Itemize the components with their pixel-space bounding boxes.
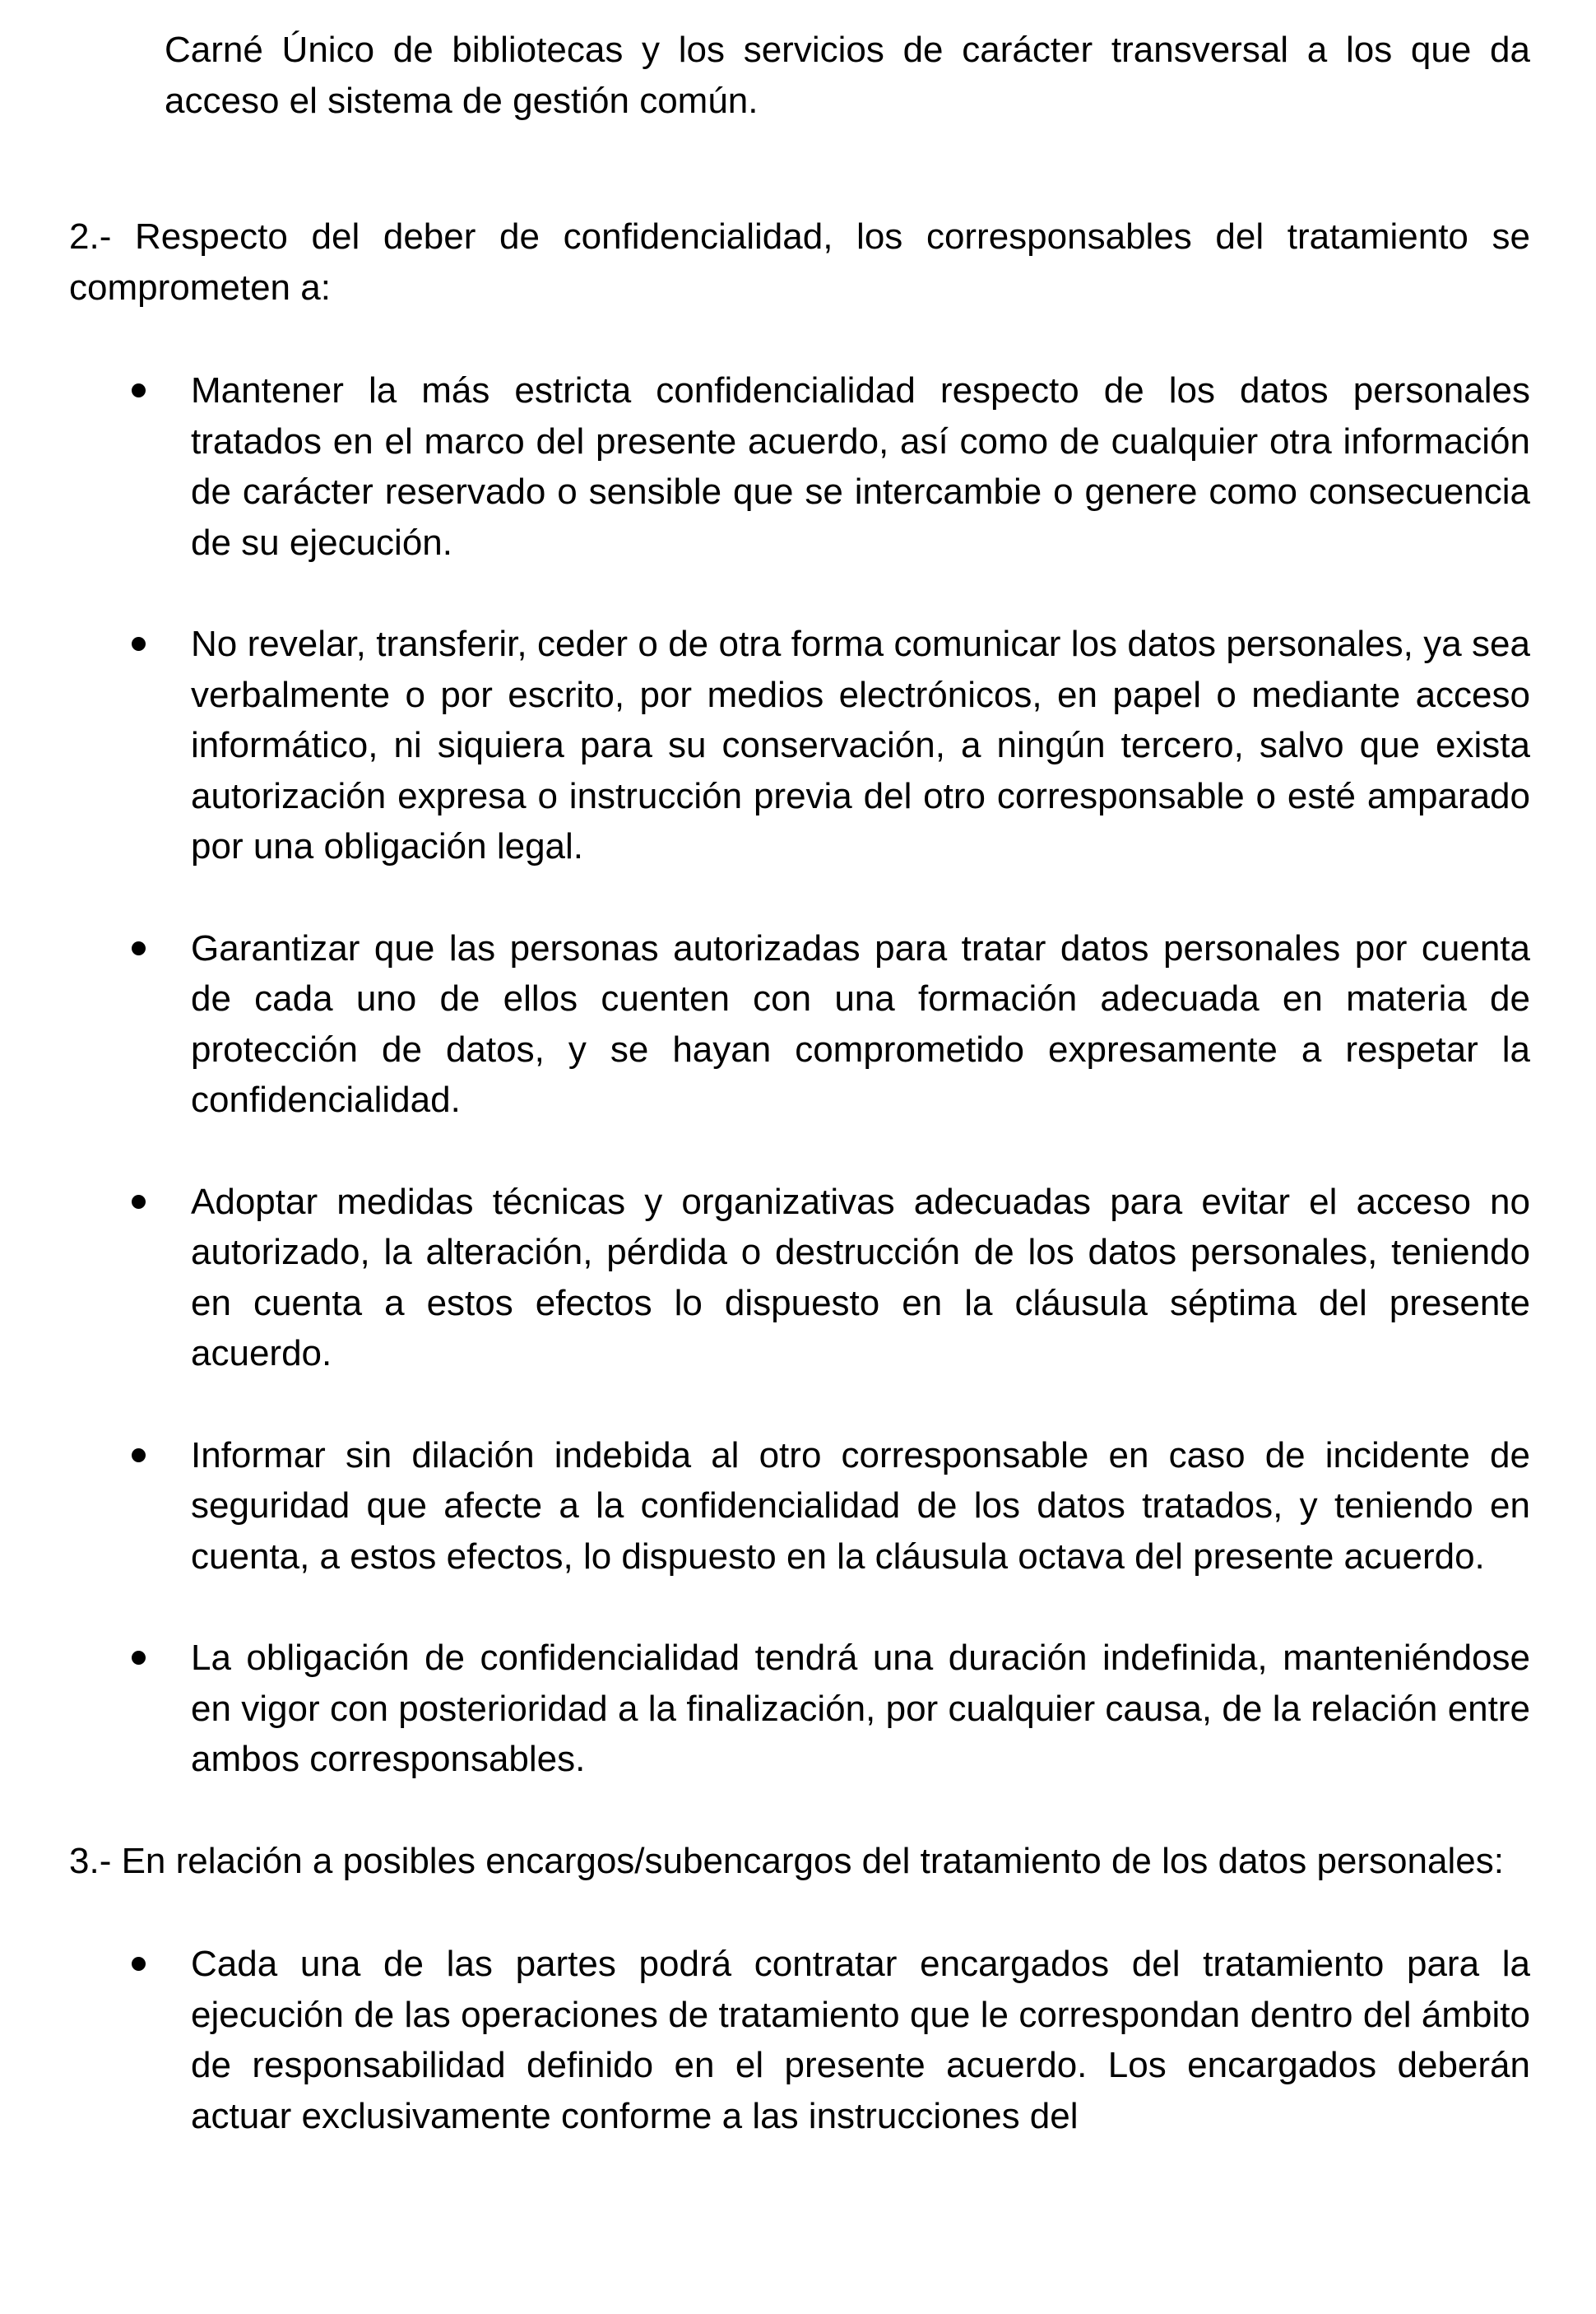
section-2-list xyxy=(69,365,1530,1785)
bullet-icon xyxy=(132,1957,146,1971)
list-item xyxy=(69,1939,1530,2141)
list-item xyxy=(69,923,1530,1126)
list-item-text: Garantizar que las personas autorizadas para tratar datos personales por cuenta de cada uno de ellos cuenten con una formación adecuada en materia de protección de datos, y se hayan comprometido expresamente a respetar la confidencialidad. xyxy=(191,927,1530,1120)
section-2-heading: 2.- Respecto del deber de confidencialidad, los corresponsables del tratamiento se comprometen a: xyxy=(69,216,1530,308)
continuation-paragraph: Carné Único de bibliotecas y los servicios de carácter transversal a los que da acceso el sistema de gestión común. xyxy=(165,30,1530,121)
list-item xyxy=(69,619,1530,872)
list-item xyxy=(69,1430,1530,1582)
bullet-icon xyxy=(132,383,146,397)
list-item xyxy=(69,365,1530,568)
bullet-icon xyxy=(132,637,146,651)
list-item-text: No revelar, transferir, ceder o de otra forma comunicar los datos personales, ya sea verbalmente o por escrito, por medios electrónicos, en papel o mediante acceso informático, ni siquiera para su conservación, a ningún tercero, salvo que exista autorización expresa o instrucción previa del otro corresponsable o esté amparado por una obligación legal. xyxy=(191,624,1530,867)
list-item xyxy=(69,1177,1530,1379)
list-item-text: Informar sin dilación indebida al otro corresponsable en caso de incidente de seguridad que afecte a la confidencialidad de los datos tratados, y teniendo en cuenta, a estos efectos, lo dispuesto en la cláusula octava del presente acuerdo. xyxy=(191,1434,1530,1577)
list-item xyxy=(69,1633,1530,1785)
list-item-text: Mantener la más estricta confidencialidad respecto de los datos personales tratados en el marco del presente acuerdo, así como de cualquier otra información de carácter reservado o sensible que se intercambie o genere como consecuencia de su ejecución. xyxy=(191,370,1530,563)
section-3-list xyxy=(69,1939,1530,2141)
bullet-icon xyxy=(132,1448,146,1462)
section-3-heading: 3.- En relación a posibles encargos/subencargos del tratamiento de los datos personales: xyxy=(69,1840,1504,1881)
list-item-text: Adoptar medidas técnicas y organizativas adecuadas para evitar el acceso no autorizado, la alteración, pérdida o destrucción de los datos personales, teniendo en cuenta a estos efectos lo dispuesto en la cláusula séptima del presente acuerdo. xyxy=(191,1181,1530,1373)
bullet-icon xyxy=(132,1195,146,1209)
bullet-icon xyxy=(132,941,146,955)
list-item-text: La obligación de confidencialidad tendrá una duración indefinida, manteniéndose en vigor con posterioridad a la finalización, por cualquier causa, de la relación entre ambos corresponsables. xyxy=(191,1638,1530,1779)
list-item-text: Cada una de las partes podrá contratar encargados del tratamiento para la ejecución de las operaciones de tratamiento que le correspondan dentro del ámbito de responsabilidad definido en el presente acuerdo. Los encargados deberán actuar exclusivamente conforme a las instrucciones del xyxy=(191,1944,1530,2136)
bullet-icon xyxy=(132,1651,146,1665)
document-page xyxy=(69,25,1530,2141)
